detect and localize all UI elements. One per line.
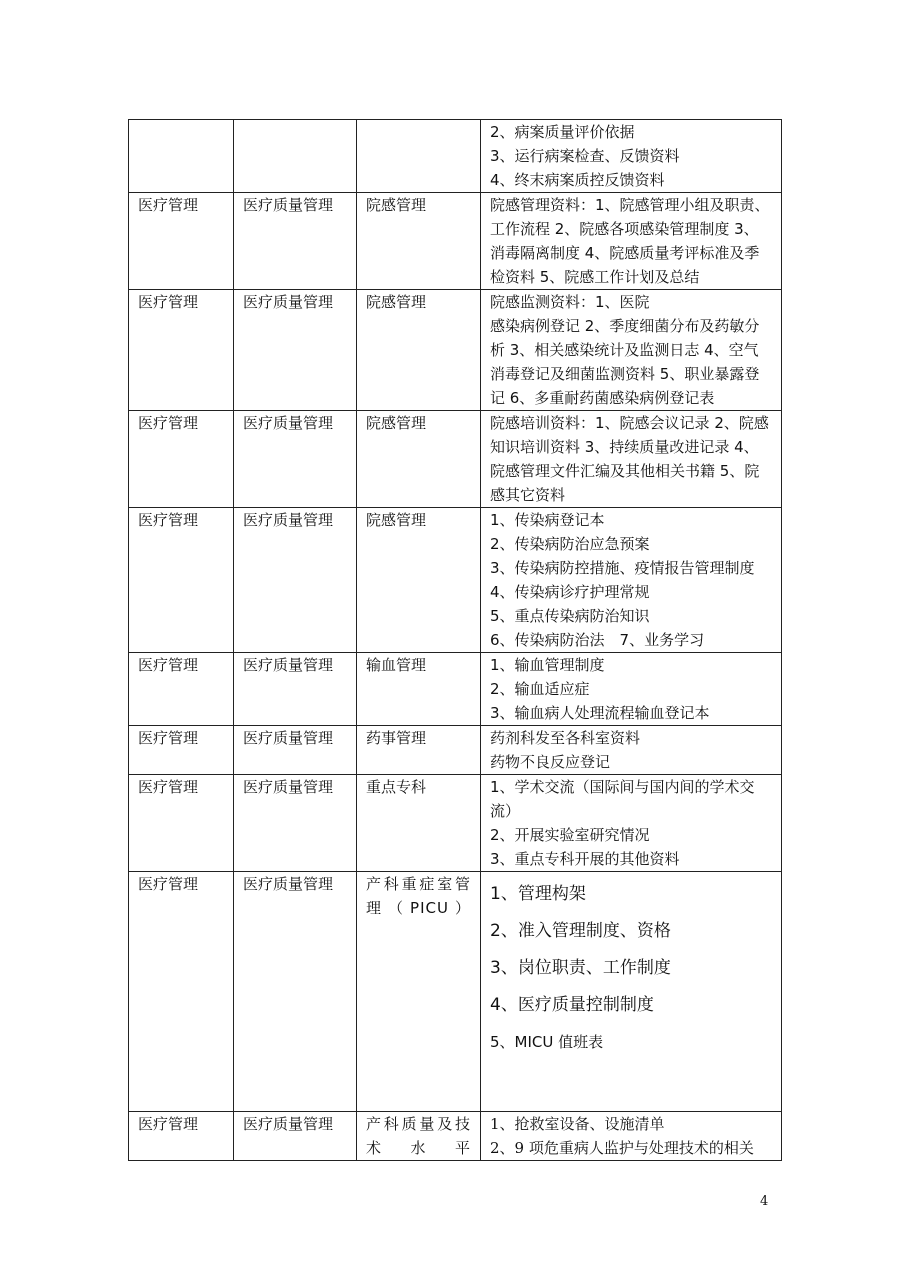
content-line: 1、抢救室设备、设施清单 xyxy=(490,1115,665,1133)
subcategory-cell: 医疗质量管理 xyxy=(234,411,357,508)
table-row xyxy=(129,508,782,653)
item-cell: 院感管理 xyxy=(357,193,481,290)
content-line: 3、输血病人处理流程输血登记本 xyxy=(490,704,710,722)
content-line: 3、传染病防控措施、疫情报告管理制度 xyxy=(490,559,755,577)
content-line: 消毒隔离制度 4、院感质量考评标准及季 xyxy=(490,244,760,262)
page-number: 4 xyxy=(760,1194,769,1209)
content-line: 知识培训资料 3、持续质量改进记录 4、 xyxy=(490,438,759,456)
item-cell: 院感管理 xyxy=(357,411,481,508)
table-row xyxy=(129,193,782,290)
content-cell xyxy=(481,775,782,872)
content-line: 2、9 项危重病人监护与处理技术的相关 xyxy=(490,1139,754,1157)
content-line: 工作流程 2、院感各项感染管理制度 3、 xyxy=(490,220,759,238)
content-line: 5、MICU 值班表 xyxy=(490,1033,604,1051)
content-line: 1、学术交流（国际间与国内间的学术交 xyxy=(490,778,755,796)
category-cell xyxy=(129,120,234,193)
subcategory-cell: 医疗质量管理 xyxy=(234,653,357,726)
item-cell: 院感管理 xyxy=(357,508,481,653)
item-cell: 输血管理 xyxy=(357,653,481,726)
table-row xyxy=(129,120,782,193)
content-line: 2、准入管理制度、资格 xyxy=(490,921,671,941)
content-line: 析 3、相关感染统计及监测日志 4、空气 xyxy=(490,341,759,359)
subcategory-cell: 医疗质量管理 xyxy=(234,193,357,290)
content-line: 1、输血管理制度 xyxy=(490,656,605,674)
content-cell xyxy=(481,193,782,290)
content-cell xyxy=(481,290,782,411)
category-cell: 医疗管理 xyxy=(129,411,234,508)
table-row xyxy=(129,411,782,508)
content-line: 3、重点专科开展的其他资料 xyxy=(490,850,680,868)
content-line: 流） xyxy=(490,802,521,820)
content-cell xyxy=(481,726,782,775)
content-cell xyxy=(481,411,782,508)
category-cell: 医疗管理 xyxy=(129,1112,234,1161)
subcategory-cell: 医疗质量管理 xyxy=(234,290,357,411)
item-cell: 药事管理 xyxy=(357,726,481,775)
table-row xyxy=(129,726,782,775)
item-cell xyxy=(357,872,481,1112)
content-line: 消毒登记及细菌监测资料 5、职业暴露登 xyxy=(490,365,760,383)
content-line: 2、输血适应症 xyxy=(490,680,590,698)
item-cell: 院感管理 xyxy=(357,290,481,411)
category-cell: 医疗管理 xyxy=(129,653,234,726)
item-label: 产科质量及技术水平 xyxy=(366,1115,471,1157)
table-row xyxy=(129,653,782,726)
table-row xyxy=(129,775,782,872)
document-table xyxy=(128,119,782,1161)
content-line: 2、病案质量评价依据 xyxy=(490,123,635,141)
subcategory-cell xyxy=(234,120,357,193)
content-cell xyxy=(481,1112,782,1161)
item-cell xyxy=(357,120,481,193)
content-cell xyxy=(481,508,782,653)
content-line: 4、终末病案质控反馈资料 xyxy=(490,171,665,189)
content-cell xyxy=(481,120,782,193)
content-line: 3、运行病案检查、反馈资料 xyxy=(490,147,680,165)
content-line: 1、传染病登记本 xyxy=(490,511,605,529)
content-line: 感染病例登记 2、季度细菌分布及药敏分 xyxy=(490,317,760,335)
content-line: 2、传染病防治应急预案 xyxy=(490,535,650,553)
content-line: 药剂科发至各科室资料 xyxy=(490,729,641,747)
item-cell: 重点专科 xyxy=(357,775,481,872)
content-line: 4、医疗质量控制制度 xyxy=(490,995,654,1015)
subcategory-cell: 医疗质量管理 xyxy=(234,775,357,872)
content-line: 检资料 5、院感工作计划及总结 xyxy=(490,268,700,286)
table-row xyxy=(129,872,782,1112)
content-line: 3、岗位职责、工作制度 xyxy=(490,958,671,978)
subcategory-cell: 医疗质量管理 xyxy=(234,726,357,775)
content-line: 院感管理资料：1、院感管理小组及职责、 xyxy=(490,196,770,214)
subcategory-cell: 医疗质量管理 xyxy=(234,872,357,1112)
content-line: 记 6、多重耐药菌感染病例登记表 xyxy=(490,389,715,407)
content-line: 院感培训资料：1、院感会议记录 2、院感 xyxy=(490,414,769,432)
content-line: 药物不良反应登记 xyxy=(490,753,611,771)
category-cell: 医疗管理 xyxy=(129,775,234,872)
subcategory-cell: 医疗质量管理 xyxy=(234,1112,357,1161)
item-label: 产科重症室管理（PICU） xyxy=(366,875,471,917)
category-cell: 医疗管理 xyxy=(129,508,234,653)
content-line: 院感管理文件汇编及其他相关书籍 5、院 xyxy=(490,462,760,480)
content-line: 2、开展实验室研究情况 xyxy=(490,826,650,844)
content-cell xyxy=(481,872,782,1112)
table-row xyxy=(129,1112,782,1161)
category-cell: 医疗管理 xyxy=(129,872,234,1112)
table-row xyxy=(129,290,782,411)
content-line: 6、传染病防治法 7、业务学习 xyxy=(490,631,705,649)
content-line: 4、传染病诊疗护理常规 xyxy=(490,583,650,601)
content-line: 1、管理构架 xyxy=(490,884,586,904)
category-cell: 医疗管理 xyxy=(129,290,234,411)
content-line: 5、重点传染病防治知识 xyxy=(490,607,650,625)
category-cell: 医疗管理 xyxy=(129,193,234,290)
item-cell xyxy=(357,1112,481,1161)
content-line: 院感监测资料：1、医院 xyxy=(490,293,650,311)
subcategory-cell: 医疗质量管理 xyxy=(234,508,357,653)
content-line: 感其它资料 xyxy=(490,486,566,504)
content-cell xyxy=(481,653,782,726)
category-cell: 医疗管理 xyxy=(129,726,234,775)
